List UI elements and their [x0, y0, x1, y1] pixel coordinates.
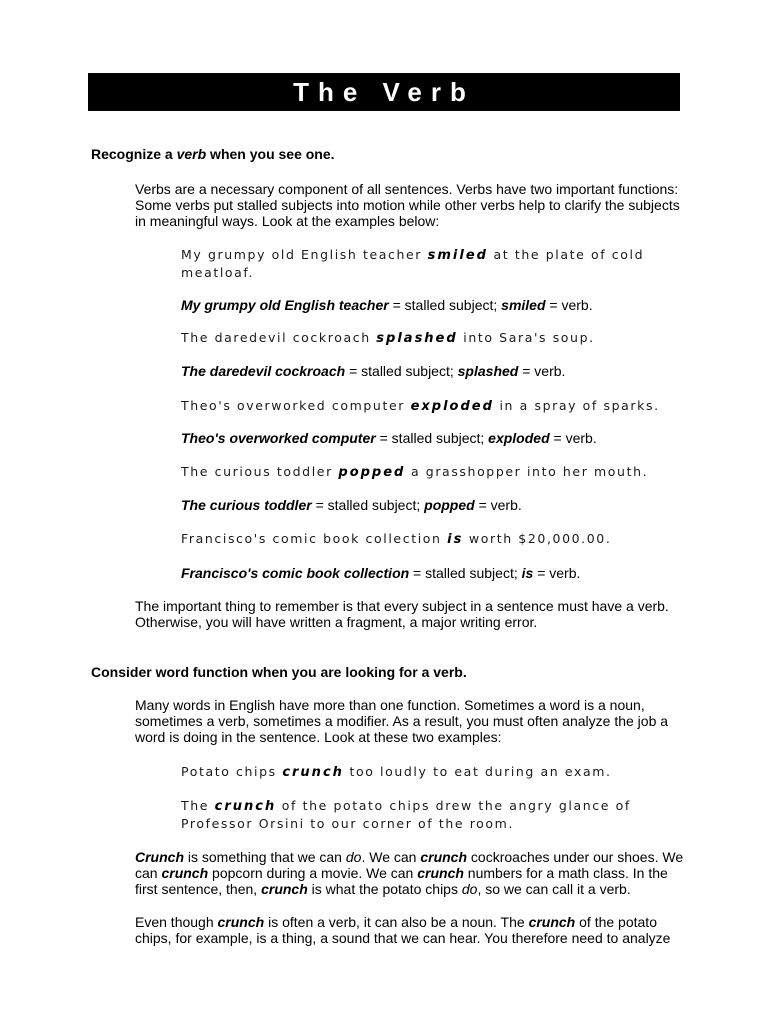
- section2-paragraph-1: Crunch is something that we can do. We can crunch cockroaches under our shoes. We can crunch popcorn during a movie. We can crunch numbers for a math class. In the first sentence, then, crunch is what the potato chips do, so we can call it a verb.: [135, 849, 684, 897]
- example-sentence: Francisco's comic book collection is worth $20,000.00.: [181, 531, 612, 547]
- section2-heading: Consider word function when you are looking for a verb.: [91, 664, 467, 680]
- example-sentence: The crunch of the potato chips drew the angry glance of Professor Orsini to our corner of the room.: [181, 798, 631, 831]
- verb-highlight: exploded: [410, 399, 494, 414]
- verb-highlight: smiled: [427, 248, 488, 263]
- example-analysis: The curious toddler = stalled subject; popped = verb.: [181, 497, 522, 513]
- example-analysis: Francisco's comic book collection = stalled subject; is = verb.: [181, 565, 581, 581]
- page-title: The Verb: [293, 76, 475, 107]
- example-sentence: The daredevil cockroach splashed into Sara's soup.: [181, 330, 595, 346]
- example-sentence: The curious toddler popped a grasshopper into her mouth.: [181, 464, 649, 480]
- section2-paragraph-2: Even though crunch is often a verb, it can also be a noun. The crunch of the potato chips, for example, is a thing, a sound that we can hear. You therefore need to analyze: [135, 914, 671, 946]
- example-sentence: Theo's overworked computer exploded in a spray of sparks.: [181, 398, 660, 414]
- example-analysis: Theo's overworked computer = stalled subject; exploded = verb.: [181, 430, 597, 446]
- section1-closing: The important thing to remember is that every subject in a sentence must have a verb. Otherwise, you will have written a fragment, a major writing error.: [135, 598, 669, 630]
- title-bar: [88, 73, 680, 111]
- verb-highlight: popped: [338, 465, 406, 480]
- noun-highlight: crunch: [214, 799, 277, 814]
- verb-highlight: splashed: [376, 331, 458, 346]
- example-sentence: Potato chips crunch too loudly to eat during an exam.: [181, 764, 612, 780]
- example-analysis: My grumpy old English teacher = stalled subject; smiled = verb.: [181, 297, 593, 313]
- example-analysis: The daredevil cockroach = stalled subject; splashed = verb.: [181, 363, 566, 379]
- section1-heading: Recognize a verb when you see one.: [91, 146, 335, 162]
- verb-highlight: crunch: [282, 765, 344, 780]
- verb-highlight: is: [447, 532, 464, 547]
- section1-intro: Verbs are a necessary component of all sentences. Verbs have two important functions: Some verbs put stalled subjects into motion while other verbs help to clarify the subjects in meaningful ways. Look at the examples below:: [135, 181, 680, 229]
- heading-emphasis: verb: [176, 146, 207, 162]
- section2-intro: Many words in English have more than one function. Sometimes a word is a noun, sometimes a verb, sometimes a modifier. As a result, you must often analyze the job a word is doing in the sentence. Look at these two examples:: [135, 697, 669, 745]
- example-sentence: My grumpy old English teacher smiled at the plate of cold meatloaf.: [181, 247, 645, 280]
